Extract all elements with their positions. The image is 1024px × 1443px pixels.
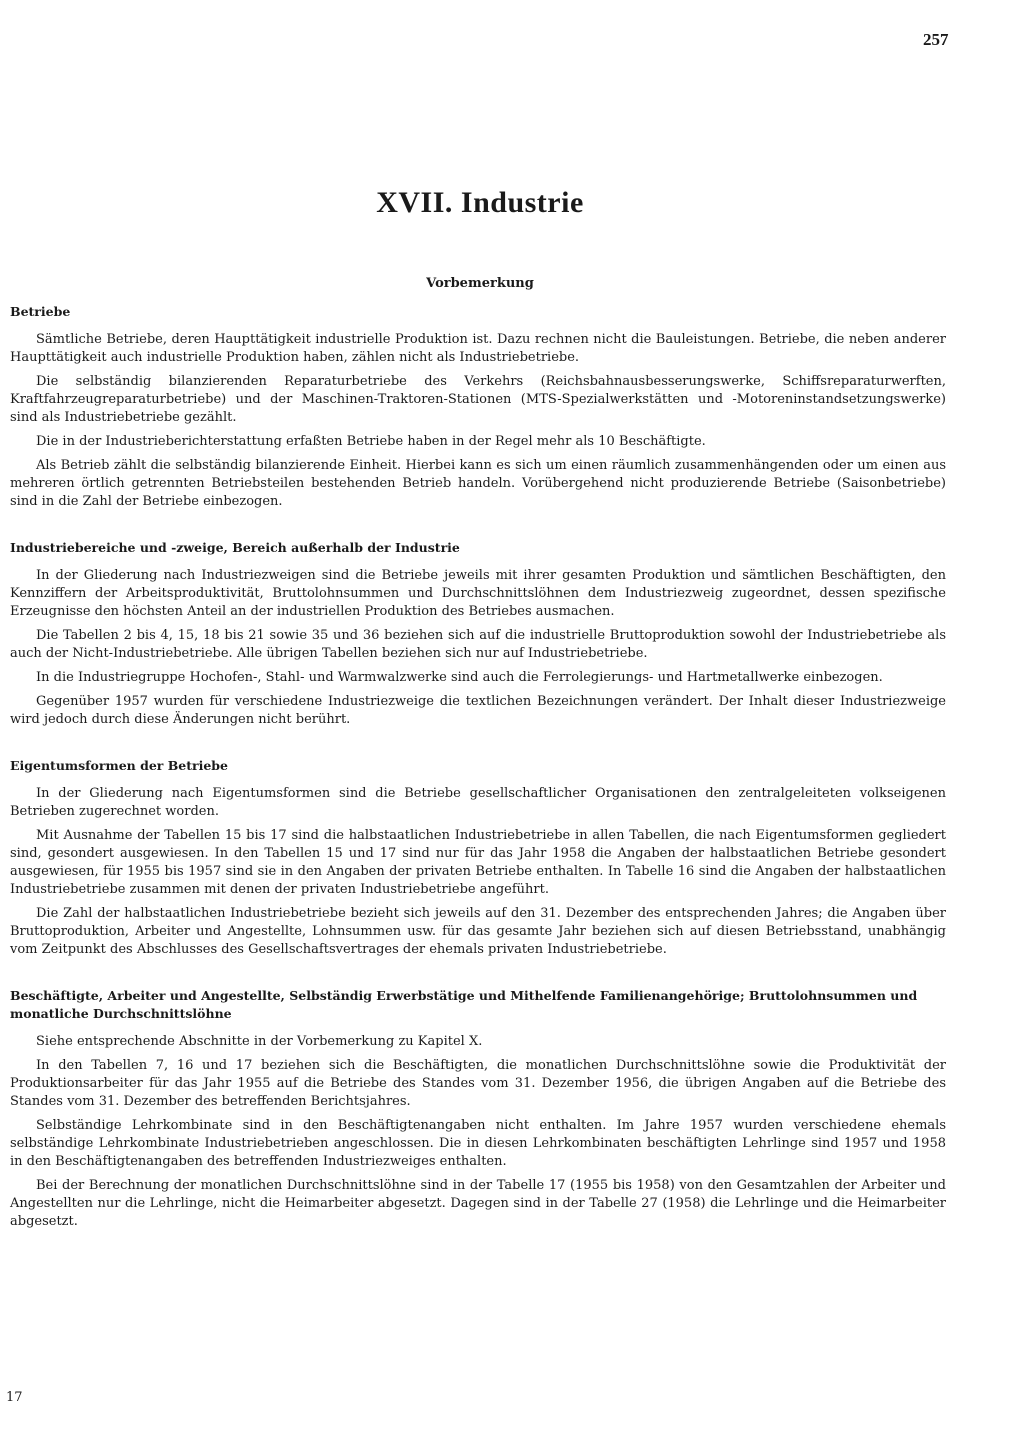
paragraph: Bei der Berechnung der monatlichen Durchschnittslöhne sind in der Tabelle 17 (1955 bis 1958) von den Gesamtzahlen der Arbeiter und Angestellten nur die Lehrlinge, nicht die Heimarbeiter abgesetzt. Dagegen sind in der Tabelle 27 (1958) die Lehrlinge und die Heimarbeiter abgesetzt. <box>10 1178 946 1229</box>
paragraph: Sämtliche Betriebe, deren Haupttätigkeit industrielle Produktion ist. Dazu rechnen nicht die Bauleistungen. Betriebe, die neben anderer Haupttätigkeit auch industrielle Produktion haben, zählen nicht als Industriebetriebe. <box>10 332 946 365</box>
section-beschaeftigte <box>10 987 946 1231</box>
paragraph: Die Tabellen 2 bis 4, 15, 18 bis 21 sowie 35 und 36 beziehen sich auf die industrielle Bruttoproduktion sowohl der Industriebetriebe als auch der Nicht-Industriebetriebe. Alle übrigen Tabellen beziehen sich nur auf Industriebetriebe. <box>10 628 946 661</box>
chapter-title: XVII. Industrie <box>376 186 584 219</box>
paragraph: In die Industriegruppe Hochofen-, Stahl- und Warmwalzwerke sind auch die Ferrolegierungs- und Hartmetallwerke einbezogen. <box>36 670 883 685</box>
paragraph: Als Betrieb zählt die selbständig bilanzierende Einheit. Hierbei kann es sich um einen räumlich zusammenhängenden oder um einen aus mehreren örtlich getrennten Betriebsteilen bestehenden Betrieb handeln. Vorübergehend nicht produzierende Betriebe (Saisonbetriebe) sind in die Zahl der Betriebe einbezogen. <box>10 458 946 509</box>
section-heading: Beschäftigte, Arbeiter und Angestellte, Selbständig Erwerbstätige und Mithelfende Familienangehörige; Bruttolohnsummen und monatliche Durchschnittslöhne <box>10 988 918 1021</box>
paragraph: Selbständige Lehrkombinate sind in den Beschäftigtenangaben nicht enthalten. Im Jahre 1957 wurden verschiedene ehemals selbständige Lehrkombinate Industriebetrieben angeschlossen. Die in diesen Lehrkombinaten beschäftigten Lehrlinge sind 1957 und 1958 in den Beschäftigtenangaben des betreffenden Industriezweiges enthalten. <box>10 1118 946 1169</box>
section-industriebereiche <box>10 539 946 729</box>
section-heading: Betriebe <box>10 304 71 319</box>
paragraph: Mit Ausnahme der Tabellen 15 bis 17 sind die halbstaatlichen Industriebetriebe in allen Tabellen, die nach Eigentumsformen gegliedert sind, gesondert ausgewiesen. In den Tabellen 15 und 17 sind nur für das Jahr 1958 die Angaben der halbstaatlichen Betriebe gesondert ausgewiesen, für 1955 bis 1957 sind sie in den Angaben der privaten Betriebe enthalten. In Tabelle 16 sind die Angaben der halbstaatlichen Industriebetriebe zusammen mit denen der privaten Industriebetriebe angeführt. <box>10 828 946 897</box>
paragraph: Die in der Industrieberichterstattung erfaßten Betriebe haben in der Regel mehr als 10 Beschäftigte. <box>36 434 706 449</box>
section-heading: Eigentumsformen der Betriebe <box>10 758 229 773</box>
paragraph: Gegenüber 1957 wurden für verschiedene Industriezweige die textlichen Bezeichnungen verändert. Der Inhalt dieser Industriezweige wird jedoch durch diese Änderungen nicht berührt. <box>10 694 946 727</box>
preliminary-note-heading: Vorbemerkung <box>426 276 534 291</box>
section-betriebe <box>10 303 946 511</box>
page-number: 257 <box>923 30 949 49</box>
paragraph: Siehe entsprechende Abschnitte in der Vorbemerkung zu Kapitel X. <box>36 1034 483 1049</box>
paragraph: In der Gliederung nach Industriezweigen sind die Betriebe jeweils mit ihrer gesamten Produktion und sämtlichen Beschäftigten, den Kennziffern der Arbeitsproduktivität, Bruttolohnsummen und Durchschnittslöhnen dem Industriezweig zugeordnet, dessen spezifische Erzeugnisse den höchsten Anteil an der industriellen Produktion des Betriebes ausmachen. <box>10 568 946 619</box>
section-heading: Industriebereiche und -zweige, Bereich außerhalb der Industrie <box>10 540 460 555</box>
document-body <box>10 303 946 1237</box>
paragraph: Die selbständig bilanzierenden Reparaturbetriebe des Verkehrs (Reichsbahnausbesserungswerke, Schiffsreparaturwerften, Kraftfahrzeugreparaturbetriebe) und der Maschinen-Traktoren-Stationen (MTS-Spezialwerkstätten und -Motoreninstandsetzungswerke) sind als Industriebetriebe gezählt. <box>10 374 946 425</box>
paragraph: Die Zahl der halbstaatlichen Industriebetriebe bezieht sich jeweils auf den 31. Dezember des entsprechenden Jahres; die Angaben über Bruttoproduktion, Arbeiter und Angestellte, Lohnsummen usw. für das gesamte Jahr beziehen sich auf diesen Betriebsstand, unabhängig vom Zeitpunkt des Abschlusses des Gesellschaftsvertrages der ehemals privaten Industriebetriebe. <box>10 906 946 957</box>
section-eigentumsformen <box>10 757 946 959</box>
paragraph: In den Tabellen 7, 16 und 17 beziehen sich die Beschäftigten, die monatlichen Durchschnittslöhne sowie die Produktivität der Produktionsarbeiter für das Jahr 1955 auf die Betriebe des Standes vom 31. Dezember 1956, die übrigen Angaben auf die Betriebe des Standes vom 31. Dezember des betreffenden Berichtsjahres. <box>10 1058 946 1109</box>
paragraph: In der Gliederung nach Eigentumsformen sind die Betriebe gesellschaftlicher Organisationen den zentralgeleiteten volkseigenen Betrieben zugerechnet worden. <box>10 786 946 819</box>
footer-signature-number: 17 <box>6 1390 23 1405</box>
